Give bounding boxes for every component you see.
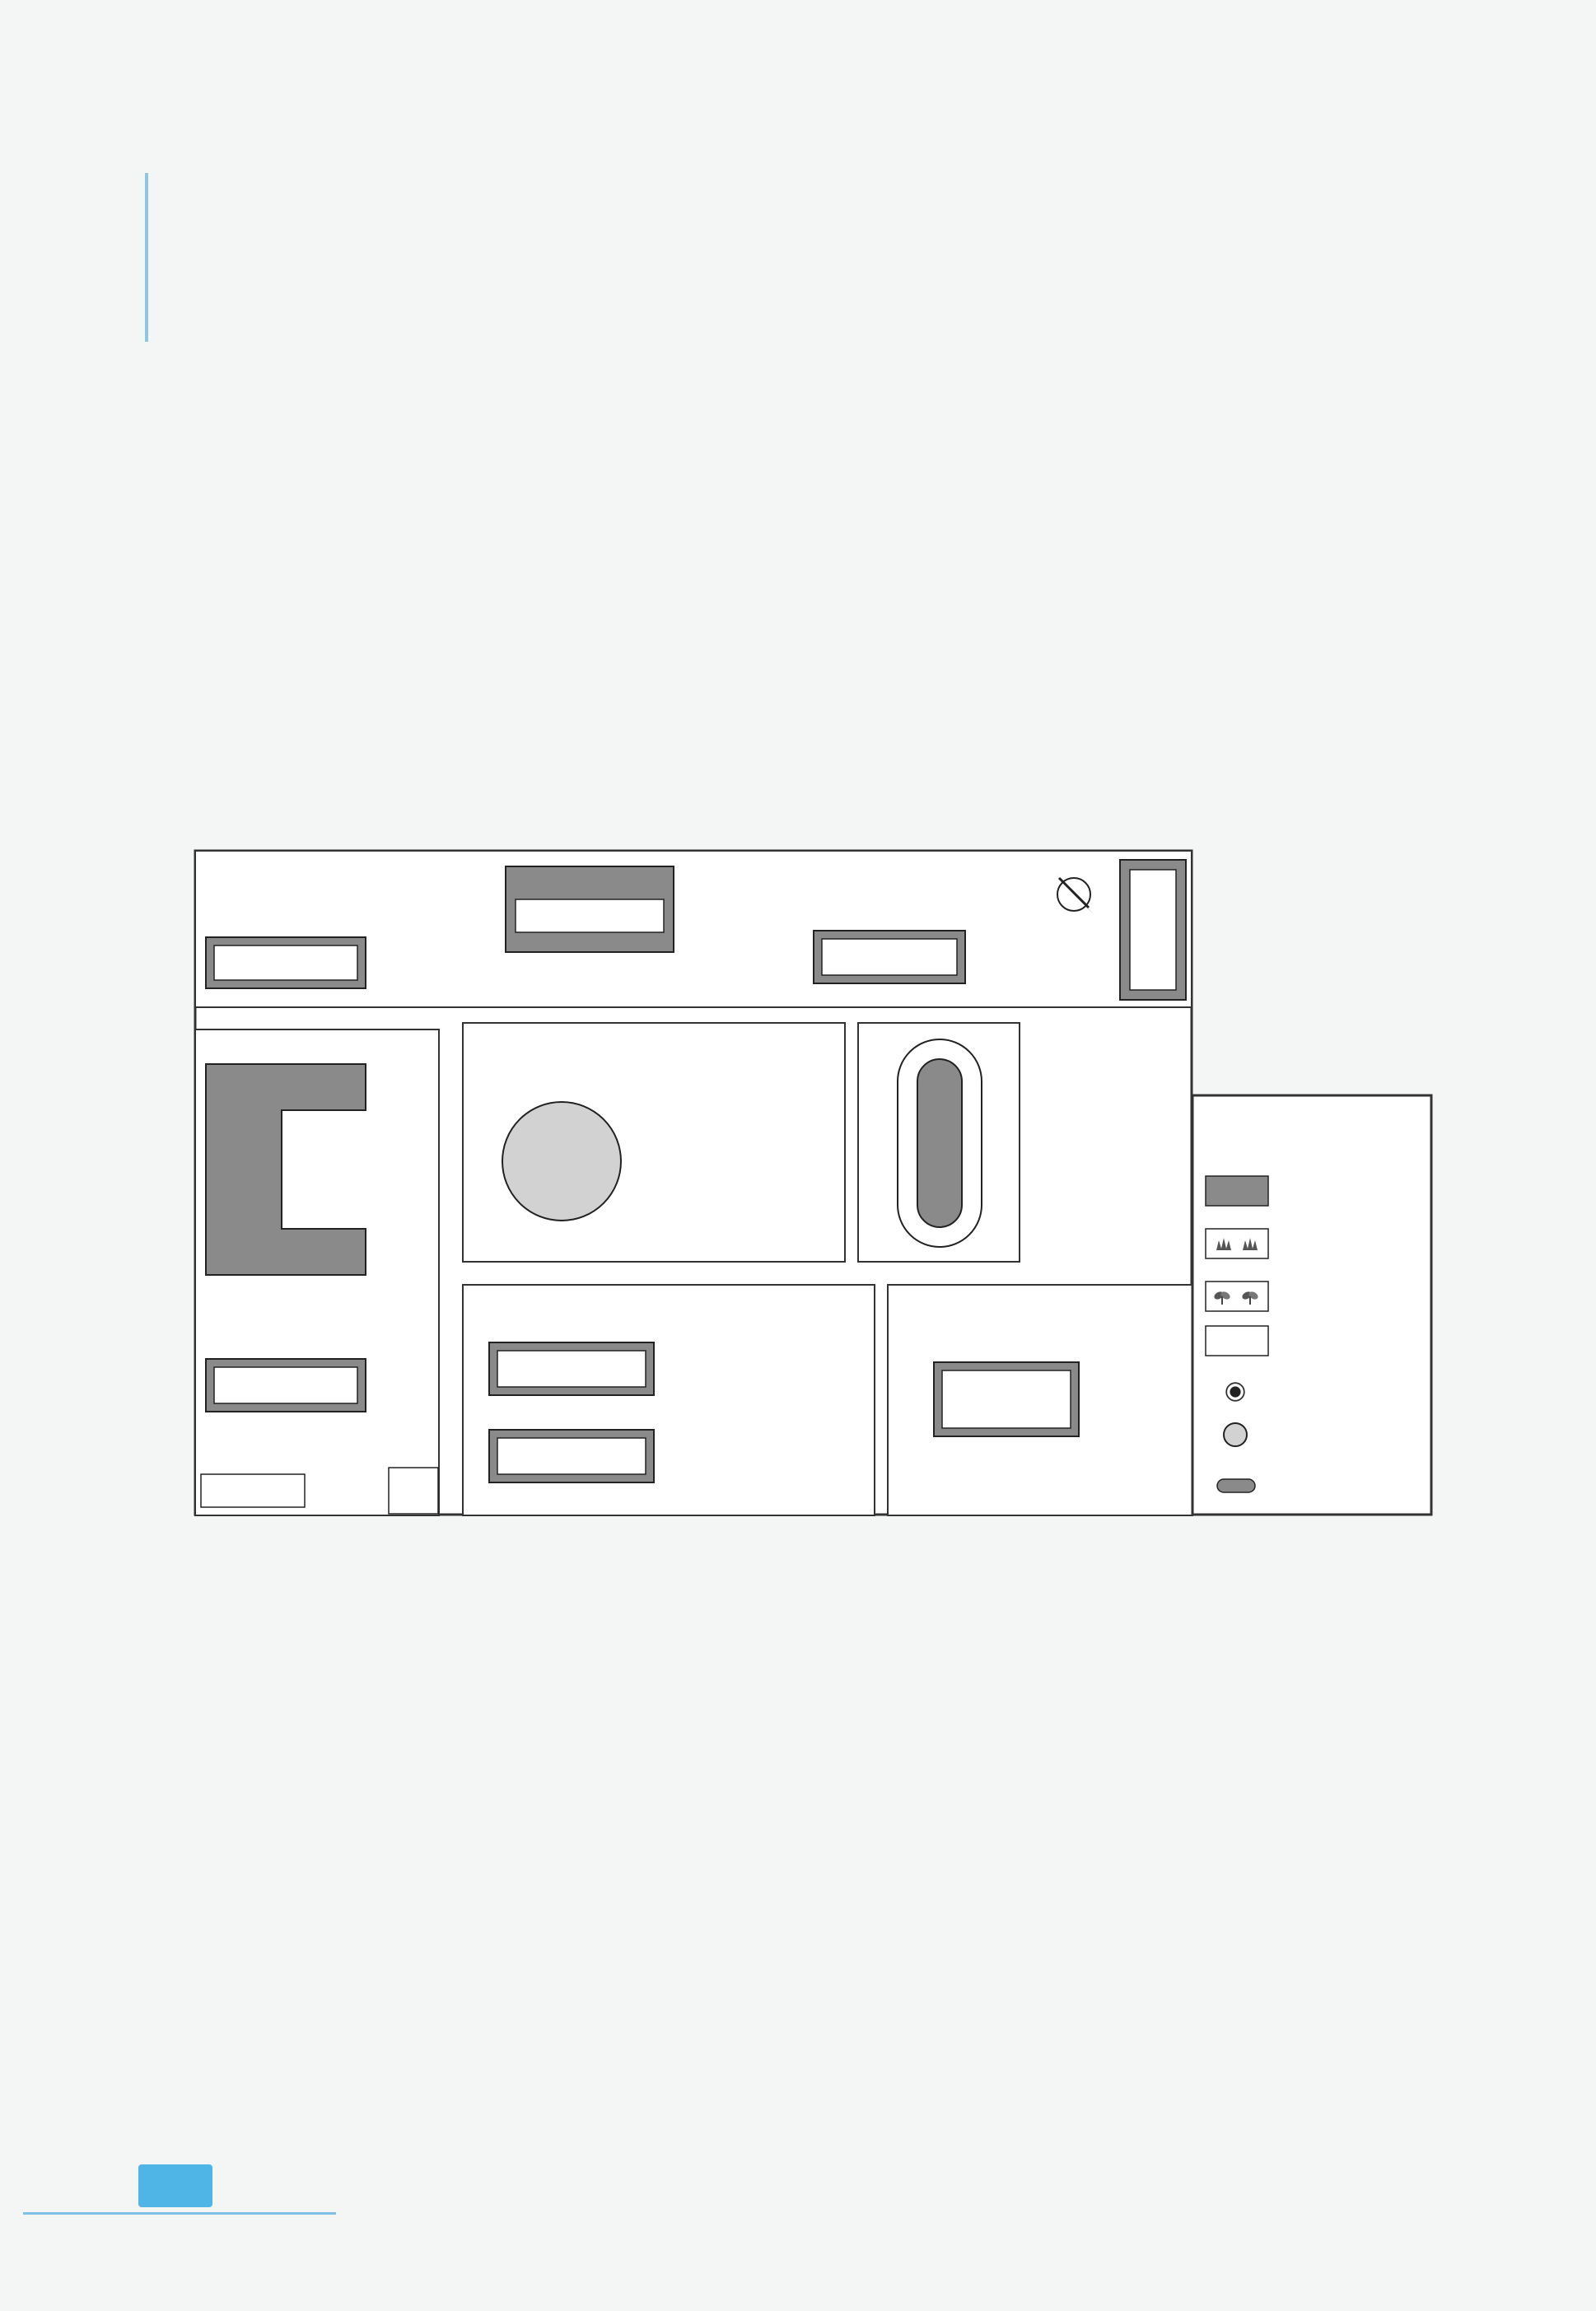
- footer-divider: [23, 2212, 336, 2215]
- legend-tree-icon: [1226, 1383, 1244, 1401]
- title-accent-bar: [145, 173, 148, 342]
- pond-jia: [502, 1102, 621, 1221]
- page-number: [138, 2164, 212, 2207]
- campus-map: [193, 848, 1444, 1524]
- legend-cement-swatch: [1206, 1326, 1268, 1356]
- legend-pond-icon: [1224, 1423, 1247, 1446]
- track-field: [917, 1059, 962, 1227]
- legend-building-swatch: [1206, 1176, 1268, 1206]
- legend-track-icon: [1217, 1479, 1255, 1492]
- legend-lawn-swatch: [1206, 1229, 1268, 1258]
